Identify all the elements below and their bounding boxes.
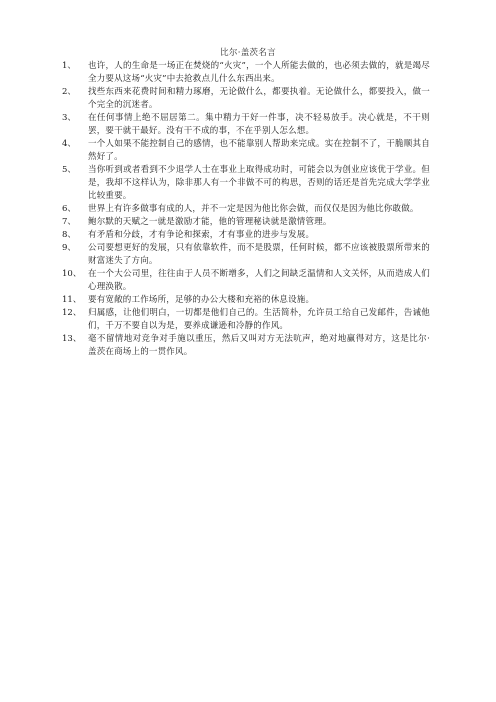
quote-number: 6、 — [62, 204, 76, 214]
quote-text: 当你听到或者看到不少退学人士在事业上取得成功时，可能会以为创业应该优于学业。但是，我却不这样认为，除非那人有一个非做不可的构思，否则的话还是首先完成大学学业比较重要。 — [88, 165, 430, 201]
quote-text: 有矛盾和分歧，才有争论和探索，才有事业的进步与发展。 — [88, 230, 315, 240]
quote-item — [62, 307, 430, 333]
quote-number: 8、 — [62, 230, 76, 240]
quote-text: 归属感，让他们明白，一切都是他们自己的。生活简朴，允许员工给自己发邮件，告诫他们，千万不要自以为是，要养成谦逊和冷静的作风。 — [88, 308, 430, 331]
quote-text: 在一个大公司里，往往由于人员不断增多，人们之间缺乏温情和人文关怀，从而造成人们心理涣散。 — [88, 269, 430, 292]
quote-number: 13、 — [62, 334, 82, 344]
quote-text: 鲍尔默的天赋之一就是激励才能，他的管理秘诀就是激情管理。 — [88, 217, 332, 227]
quote-item — [62, 333, 430, 359]
quote-item — [62, 138, 430, 164]
quote-number: 7、 — [62, 217, 76, 227]
quote-item — [62, 112, 430, 138]
quote-item — [62, 86, 430, 112]
document-title: 比尔·盖茨名言 — [220, 48, 276, 58]
quote-number: 9、 — [62, 243, 76, 253]
quote-number: 11、 — [62, 295, 82, 305]
quote-number: 4、 — [62, 139, 76, 149]
quote-number: 10、 — [62, 269, 82, 279]
quote-number: 3、 — [62, 113, 76, 123]
quote-list — [62, 60, 430, 359]
quote-number: 5、 — [62, 165, 76, 175]
quote-item — [62, 164, 430, 203]
quote-item — [62, 203, 430, 216]
quote-text: 毫不留情地对竞争对手施以重压，然后又叫对方无法吭声，绝对地赢得对方，这是比尔·盖茨在商场上的一贯作风。 — [88, 334, 430, 357]
quote-number: 12、 — [62, 308, 82, 318]
quote-text: 找些东西来花费时间和精力琢磨，无论做什么，都要执着。无论做什么，都要投入，做一个完全的沉迷者。 — [88, 87, 430, 110]
quote-item — [62, 242, 430, 268]
quote-text: 也许，人的生命是一场正在焚烧的“火灾”，一个人所能去做的，也必须去做的，就是竭尽全力要从这场“火灾”中去抢救点儿什么东西出来。 — [88, 61, 430, 84]
quote-item — [62, 268, 430, 294]
quote-text: 在任何事情上绝不屈居第二。集中精力干好一件事，决不轻易放手。决心就是，不干则罢，要干就干最好。没有干不成的事，不在乎别人怎么想。 — [88, 113, 430, 136]
quote-item — [62, 60, 430, 86]
quote-text: 世界上有许多做事有成的人，并不一定是因为他比你会做，而仅仅是因为他比你敢做。 — [88, 204, 419, 214]
quote-item — [62, 294, 430, 307]
quote-text: 要有宽敞的工作场所，足够的办公大楼和充裕的休息设施。 — [88, 295, 315, 305]
quote-text: 公司要想更好的发展，只有依靠软件，而不是股票，任何时候，都不应该被股票所带来的财富迷失了方向。 — [88, 243, 430, 266]
quote-item — [62, 216, 430, 229]
quote-number: 2、 — [62, 87, 76, 97]
quote-number: 1、 — [62, 61, 76, 71]
quote-text: 一个人如果不能控制自己的感情，也不能靠别人帮助来完成。实在控制不了，干脆顺其自然好了。 — [88, 139, 430, 162]
quote-item — [62, 229, 430, 242]
